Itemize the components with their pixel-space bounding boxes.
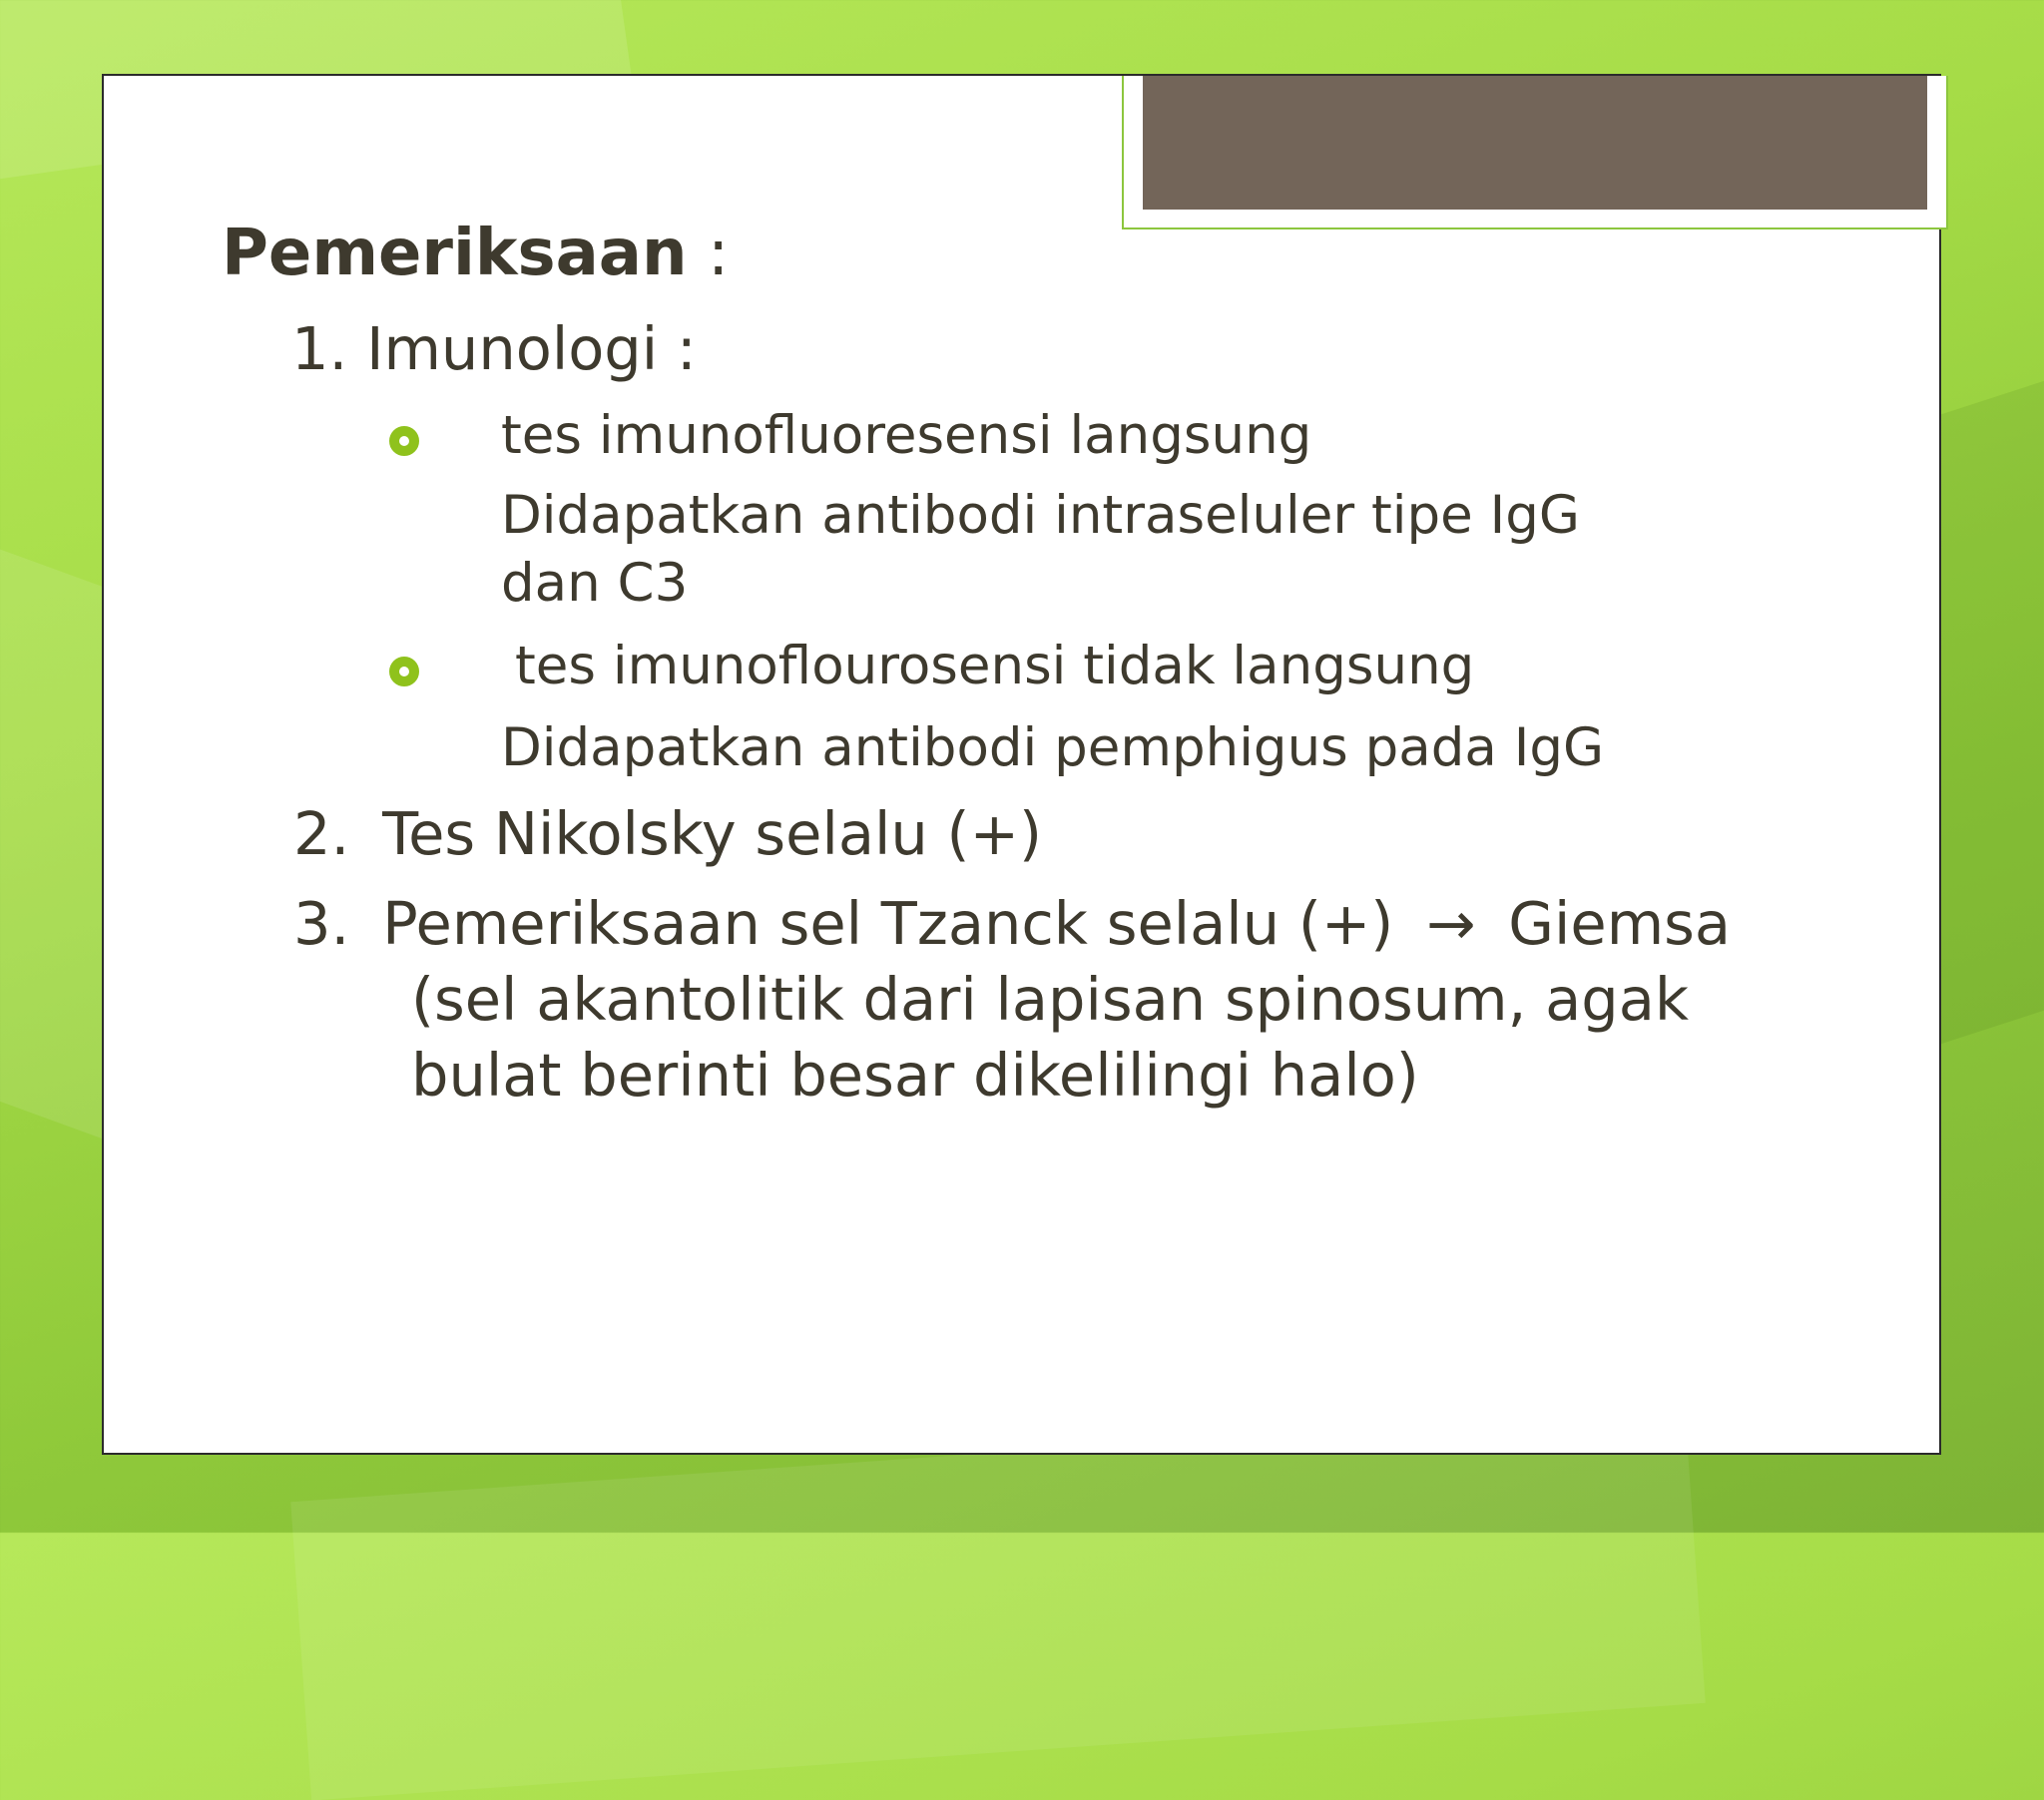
list-continuation: (sel akantolitik dari lapisan spinosum, agak	[411, 965, 1690, 1034]
list-text: Tes Nikolsky selalu (+)	[382, 799, 1043, 868]
heading-suffix: :	[687, 217, 730, 290]
list-text: Imunologi :	[366, 314, 697, 383]
bullet-ring-icon	[389, 426, 419, 456]
bullet-ring-icon	[389, 657, 419, 686]
section-heading	[222, 214, 729, 293]
list-item-1	[291, 311, 697, 387]
list-number: 1.	[291, 314, 348, 383]
list-number: 2.	[293, 799, 350, 868]
subitem-title: tes imunofluoresensi langsung	[501, 405, 1312, 466]
list-continuation: bulat berinti besar dikelilingi halo)	[411, 1041, 1419, 1110]
list-number: 3.	[293, 889, 350, 958]
list-item-3	[293, 886, 1731, 962]
list-item-2	[293, 796, 1042, 872]
subitem-line: Didapatkan antibodi intraseluler tipe IgG	[501, 485, 1580, 546]
subitem-line: Didapatkan antibodi pemphigus pada IgG	[501, 717, 1605, 778]
list-text: Pemeriksaan sel Tzanck selalu (+)	[382, 889, 1394, 958]
right-arrow-icon: →	[1426, 889, 1476, 958]
subitem-line: dan C3	[501, 553, 689, 614]
list-text-after-arrow: Giemsa	[1508, 889, 1732, 958]
subitem-title: tes imunoflourosensi tidak langsung	[515, 636, 1475, 696]
heading-label: Pemeriksaan	[222, 217, 688, 290]
